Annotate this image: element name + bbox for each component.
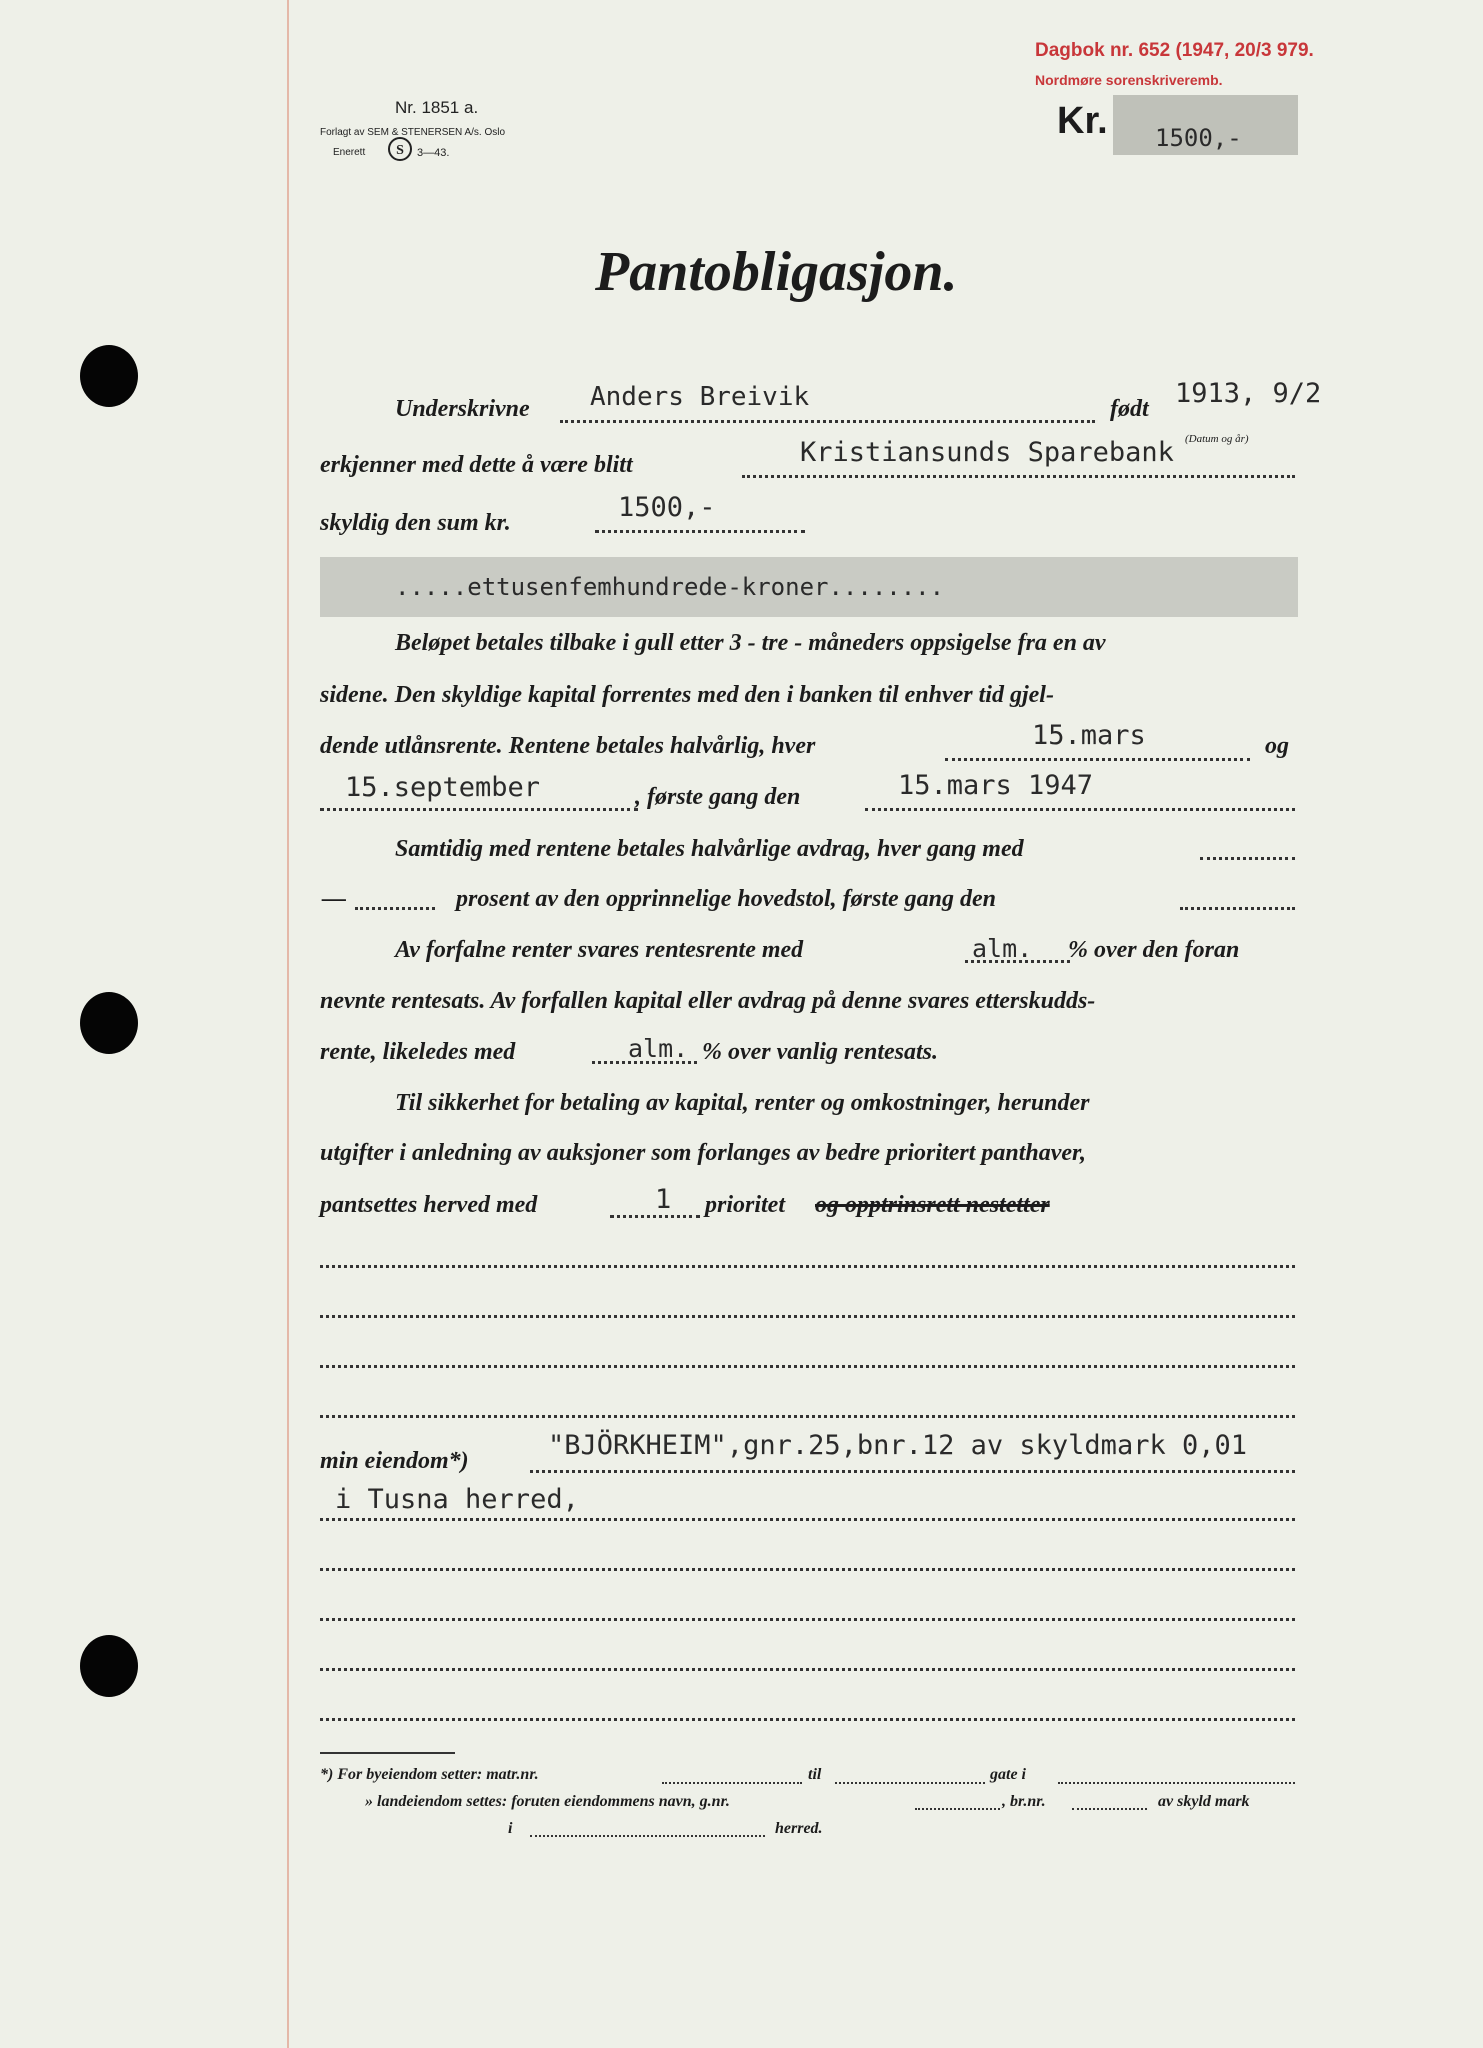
footnote-dots-1b — [835, 1782, 985, 1784]
interest-line-3-end: % over vanlig rentesats. — [702, 1039, 938, 1065]
signer-name: Anders Breivik — [590, 382, 810, 412]
terms-interest-date: 15.mars — [1032, 720, 1146, 751]
registry-stamp-line2: Nordmøre sorenskriveremb. — [1035, 72, 1223, 88]
security-line-2: utgifter i anledning av auksjoner som forlanges av bedre prioritert panthaver, — [320, 1140, 1087, 1166]
blank-line-8 — [320, 1718, 1295, 1721]
signer-dots — [560, 420, 1095, 423]
footnote-line-2-skyld: av skyld mark — [1158, 1793, 1250, 1810]
blank-line-7 — [320, 1668, 1295, 1671]
blank-line-3 — [320, 1365, 1295, 1368]
blank-line-4 — [320, 1415, 1295, 1418]
debt-dots — [595, 530, 805, 533]
blank-line-1 — [320, 1265, 1295, 1268]
footnote-line-1: *) For byeiendom setter: matr.nr. — [320, 1766, 539, 1783]
property-value-2: i Tusna herred, — [335, 1484, 579, 1515]
footnote-rule — [320, 1752, 455, 1754]
form-publisher: Forlagt av SEM & STENERSEN A/s. Oslo — [320, 127, 506, 138]
terms-line-3: dende utlånsrente. Rentene betales halvårlig, hver — [320, 733, 816, 759]
property-label: min eiendom*) — [320, 1448, 469, 1474]
punch-hole-top — [80, 345, 138, 407]
terms-first-date: 15.mars 1947 — [898, 770, 1094, 801]
property-dots-2 — [320, 1518, 1295, 1521]
footnote-line-1-gate: gate i — [990, 1766, 1026, 1783]
footnote-line-1-til: til — [808, 1766, 822, 1783]
terms-second-date: 15.september — [345, 772, 541, 803]
footnote-dots-2b — [1072, 1808, 1147, 1810]
priority-dots — [610, 1215, 700, 1218]
form-date: 3—43. — [417, 147, 450, 159]
blank-line-6 — [320, 1618, 1295, 1621]
footnote-dots-1c — [1058, 1782, 1295, 1784]
document-title: Pantobligasjon. — [595, 241, 958, 303]
interest-line-3: rente, likeledes med — [320, 1039, 516, 1065]
amount-box-value: 1500,- — [1155, 124, 1242, 152]
security-line-3: pantsettes herved med — [320, 1192, 538, 1218]
punch-hole-bottom — [80, 1635, 138, 1697]
terms-interest-date-dots — [945, 758, 1250, 761]
svg-text:S: S — [396, 143, 404, 158]
terms-second-date-dots — [320, 808, 638, 811]
priority-label: prioritet — [705, 1192, 786, 1218]
footnote-dots-1a — [662, 1782, 802, 1784]
creditor-label: erkjenner med dette å være blitt — [320, 452, 633, 478]
interest-rate-2: alm. — [628, 1034, 689, 1063]
form-number: Nr. 1851 a. — [395, 98, 479, 117]
amount-words: .....ettusenfemhundrede-kroner........ — [395, 573, 945, 601]
installments-line-1: Samtidig med rentene betales halvårlige avdrag, hver gang med — [395, 836, 1024, 862]
blank-line-5 — [320, 1568, 1295, 1571]
amount-label: Kr. — [1057, 100, 1108, 142]
creditor-value: Kristiansunds Sparebank — [800, 437, 1174, 468]
creditor-dots — [742, 475, 1295, 478]
debt-label: skyldig den sum kr. — [320, 510, 511, 536]
terms-line-1: Beløpet betales tilbake i gull etter 3 - tre - måneders oppsigelse fra en av — [395, 630, 1106, 656]
footnote-dots-3 — [530, 1835, 765, 1837]
form-rights: Enerett — [333, 147, 366, 158]
born-value: 1913, 9/2 — [1175, 378, 1322, 409]
terms-and: og — [1265, 733, 1289, 759]
installments-dots-2 — [1180, 907, 1295, 910]
footnote-line-3-herred: herred. — [775, 1820, 823, 1837]
security-line-1: Til sikkerhet for betaling av kapital, renter og omkostninger, herunder — [395, 1090, 1090, 1116]
footnote-dots-2a — [915, 1808, 1000, 1810]
footnote-line-3-i: i — [508, 1820, 513, 1837]
margin-line — [287, 0, 289, 2048]
publisher-logo-icon — [387, 136, 413, 162]
blank-line-2 — [320, 1315, 1295, 1318]
interest-rate-1-dots — [965, 960, 1070, 963]
struck-clause: og opptrinsrett nestetter — [815, 1192, 1050, 1218]
property-dots-1 — [530, 1470, 1295, 1473]
terms-first-date-dots — [865, 808, 1295, 811]
footnote-line-2: » landeiendom settes: foruten eiendommens navn, g.nr. — [365, 1793, 730, 1810]
terms-line-2: sidene. Den skyldige kapital forrentes med den i banken til enhver tid gjel- — [320, 682, 1054, 708]
installments-dots-1 — [1200, 857, 1295, 860]
registry-stamp-line1: Dagbok nr. 652 (1947, 20/3 979. — [1035, 40, 1314, 61]
footnote-line-2-brnr: , br.nr. — [1002, 1793, 1046, 1810]
interest-rate-1: alm. — [972, 934, 1033, 963]
born-hint: (Datum og år) — [1185, 433, 1249, 445]
debt-value: 1500,- — [618, 492, 716, 523]
punch-hole-middle — [80, 992, 138, 1054]
signer-label: Underskrivne — [395, 396, 530, 422]
interest-line-1: Av forfalne renter svares rentesrente med — [395, 937, 804, 963]
interest-line-2: nevnte rentesats. Av forfallen kapital eller avdrag på denne svares etterskudds- — [320, 988, 1096, 1014]
installments-percent-dots — [355, 907, 435, 910]
priority-value: 1 — [655, 1184, 672, 1215]
installments-dash: — — [322, 886, 346, 912]
installments-line-2: prosent av den opprinnelige hovedstol, første gang den — [456, 886, 997, 912]
born-label: født — [1110, 396, 1149, 422]
terms-first-time-label: , første gang den — [635, 784, 801, 810]
property-value-1: "BJÖRKHEIM",gnr.25,bnr.12 av skyldmark 0,01 — [548, 1430, 1247, 1461]
interest-line-1-end: % over den foran — [1068, 937, 1240, 963]
